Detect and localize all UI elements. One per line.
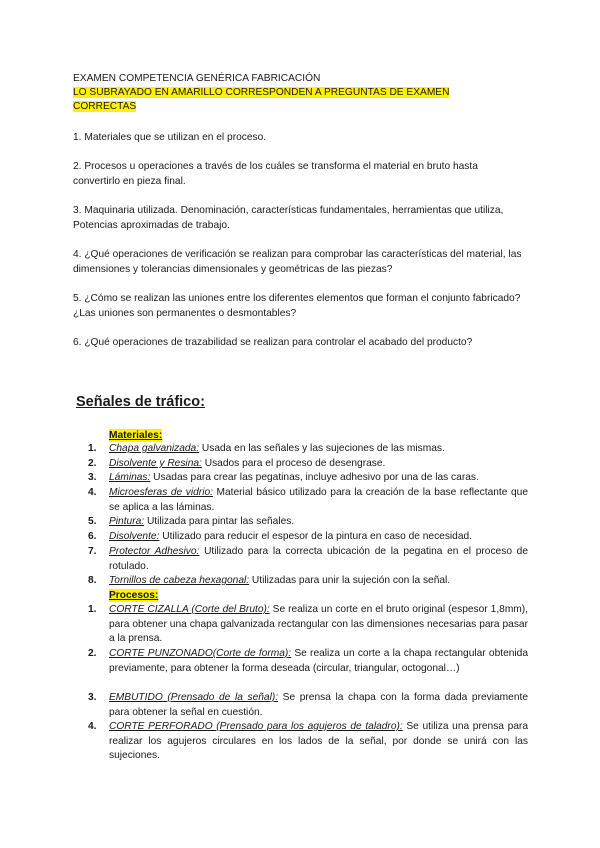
- question-3: 3. Maquinaria utilizada. Denominación, características fundamentales, herramientas que utiliza, Potencias aproximadas de trabajo.: [73, 205, 504, 231]
- item-text: Se prensa la chapa con la forma dada previamente para obtener la señal en cuestión.: [109, 692, 528, 718]
- item-term: Protector Adhesivo:: [109, 546, 200, 557]
- item-term: Tornillos de cabeza hexagonal:: [109, 575, 250, 586]
- item-text: Se realiza un corte en el bruto original (espesor 1,8mm), para obtener una chapa galvanizada rectangular con las dimensiones necesarias para pasar a la prensa.: [109, 604, 529, 644]
- item-number: 3.: [88, 692, 97, 703]
- item-number: 2.: [88, 458, 97, 469]
- item-term: EMBUTIDO (Prensado de la señal):: [109, 692, 279, 703]
- item-term: Disolvente y Resina:: [109, 458, 202, 469]
- item-text: Utilizado para la correcta ubicación de la pegatina en el proceso de rotulado.: [109, 546, 528, 572]
- materiales-item-5: [88, 515, 528, 530]
- item-term: CORTE PUNZONADO(Corte de forma):: [109, 648, 292, 659]
- section-title: Señales de tráfico:: [76, 394, 205, 410]
- item-text: Usados para el proceso de desengrase.: [201, 458, 386, 469]
- item-term: CORTE PERFORADO (Prensado para los agujeros de taladro):: [109, 721, 403, 732]
- item-term: Láminas:: [109, 472, 151, 483]
- item-number: 6.: [88, 531, 97, 542]
- item-text: Utilizado para reducir el espesor de la pintura en caso de necesidad.: [159, 531, 473, 542]
- item-text: Material básico utilizado para la creación de la base reflectante que se aplica a las láminas.: [109, 487, 528, 513]
- question-5: 5. ¿Cómo se realizan las uniones entre los diferentes elementos que forman el conjunto fabricado? ¿Las uniones son permanentes o desmontables?: [73, 293, 521, 319]
- question-4: 4. ¿Qué operaciones de verificación se realizan para comprobar las características del material, las dimensiones y tolerancias dimensionales y geométricas de las piezas?: [73, 249, 522, 275]
- materiales-item-3: [88, 471, 528, 486]
- question-1: 1. Materiales que se utilizan en el proceso.: [73, 132, 267, 143]
- item-term: Pintura:: [109, 516, 145, 527]
- item-text: Se realiza un corte a la chapa rectangular obtenida previamente, para obtener la forma deseada (circular, triangular, octogonal…): [109, 648, 529, 674]
- materiales-item-6: [88, 530, 528, 545]
- item-text: Utilizada para pintar las señales.: [144, 516, 295, 527]
- item-term: CORTE CIZALLA (Corte del Bruto):: [109, 604, 270, 615]
- procesos-item-2: [88, 647, 528, 676]
- item-number: 2.: [88, 648, 97, 659]
- procesos-item-4: [88, 720, 528, 764]
- item-text: Usada en las señales y las sujeciones de las mismas.: [199, 443, 445, 454]
- materiales-item-8: [88, 574, 528, 589]
- item-term: Chapa galvanizada:: [109, 443, 200, 454]
- item-number: 4.: [88, 487, 97, 498]
- question-6: 6. ¿Qué operaciones de trazabilidad se realizan para controlar el acabado del producto?: [73, 337, 473, 348]
- procesos-item-1: [88, 603, 528, 647]
- item-number: 1.: [88, 604, 97, 615]
- procesos-item-3: [88, 691, 528, 720]
- exam-title: EXAMEN COMPETENCIA GENÉRICA FABRICACIÓN: [73, 73, 321, 84]
- materiales-item-4: [88, 486, 528, 515]
- item-number: 4.: [88, 721, 97, 732]
- item-term: Disolvente:: [109, 531, 160, 542]
- materiales-item-7: [88, 545, 528, 574]
- materiales-heading: Materiales:: [109, 430, 163, 441]
- item-text: Utilizadas para unir la sujeción con la señal.: [249, 575, 451, 586]
- item-text: Usadas para crear las pegatinas, incluye adhesivo por una de las caras.: [150, 472, 479, 483]
- highlight-note-line-1: LO SUBRAYADO EN AMARILLO CORRESPONDEN A PREGUNTAS DE EXAMEN: [73, 87, 450, 98]
- item-number: 3.: [88, 472, 97, 483]
- item-number: 5.: [88, 516, 97, 527]
- item-number: 1.: [88, 443, 97, 454]
- highlight-note-line-2: CORRECTAS: [73, 101, 137, 112]
- materiales-item-1: [88, 442, 528, 457]
- procesos-heading: Procesos:: [109, 590, 159, 601]
- item-term: Microesferas de vidrio:: [109, 487, 213, 498]
- item-text: Se utiliza una prensa para realizar los agujeros circulares en los lados de la señal, por donde se unirá con las sujeciones.: [109, 721, 528, 761]
- item-number: 8.: [88, 575, 97, 586]
- materiales-item-2: [88, 457, 528, 472]
- item-number: 7.: [88, 546, 97, 557]
- question-2: 2. Procesos u operaciones a través de los cuáles se transforma el material en bruto hasta convertirlo en pieza final.: [73, 161, 478, 187]
